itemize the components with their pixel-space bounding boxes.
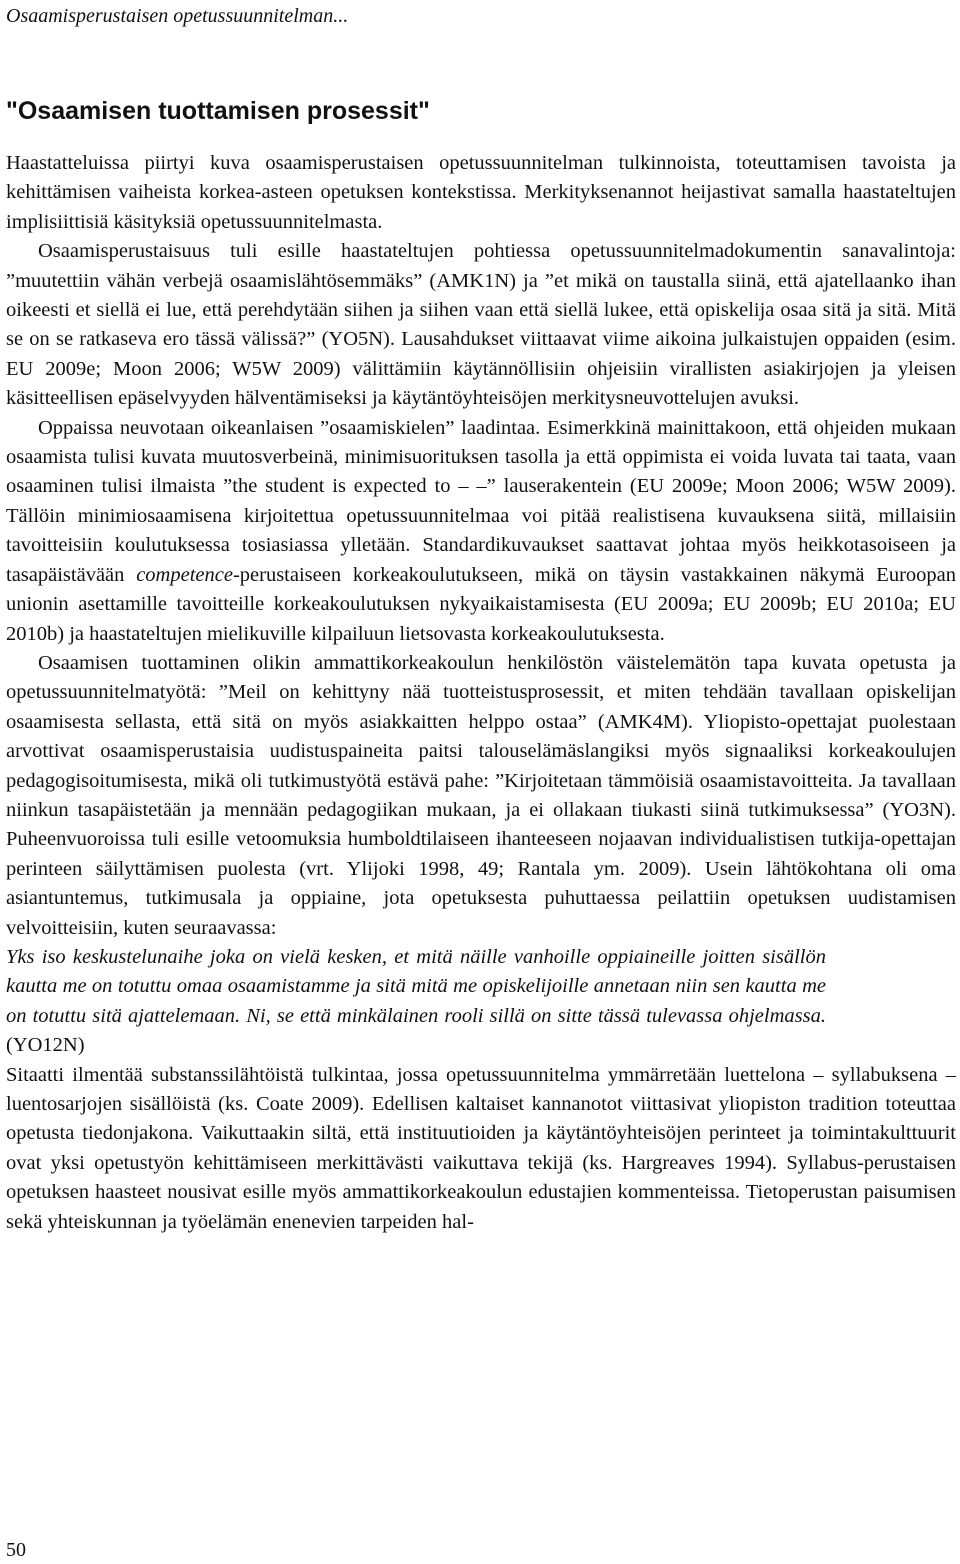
paragraph: Osaamisperustaisuus tuli esille haastateltujen pohtiessa opetussuunnitelmadokumentin sanavalintoja: ”muutettiin vähän verbejä osaamislähtösemmäks” (AMK1N) ja ”et mikä on taustalla siinä, että ajatellaanko ihan oikeesti et siellä ei lue, että perehdytään siihen ja siihen vaan että siellä lukee, että opiskelija osaa sitä ja sitä. Mitä se on se ratkaseva ero tässä välissä?” (YO5N). Lausahdukset viittaavat viime aikoina julkaistujen oppaiden (esim. EU 2009e; Moon 2006; W5W 2009) välittämiin käytännöllisiin ohjeisiin virallisten asiakirjojen ja yleisen käsitteellisen epäselvyyden hälventämiseksi ja käytäntöyhteisöjen merkitysneuvottelujen avuksi. (6, 240, 956, 410)
section-heading: "Osaamisen tuottamisen prosessit" (6, 97, 430, 125)
paragraph-text: Oppaissa neuvotaan oikeanlaisen ”osaamiskielen” laadintaa. Esimerkkinä mainittakoon, että ohjeiden mukaan osaamista tulisi kuvata muutosverbeinä, minimisuorituksen tasolla ja että oppimista ei voida luvata tai taata, vaan osaaminen tulisi ilmaista ”the student is expected to – –” lauserakentein (EU 2009e; Moon 2006; W5W 2009). Tällöin minimiosaamisena kirjoitettua opetussuunnitelmaa voi pitää realistisena kuvauksena siitä, millaisiin tavoitteisiin koulutuksessa tosiasiassa ylletään. Standardikuvaukset saattavat johtaa myös heikkotasoiseen ja tasapäistävään (6, 416, 956, 586)
quote-text: Yks iso keskustelunaihe joka on vielä kesken, et mitä näille vanhoille oppiaineille joitten sisällön kautta me on totuttu omaa osaamistamme ja sitä mitä me opiskelijoille annetaan niin sen kautta me on totuttu sitä ajattelemaan. Ni, se että minkälainen rooli sillä on sitte tässä tulevassa ohjelmassa. (6, 945, 826, 1027)
running-header: Osaamisperustaisen opetussuunnitelman... (6, 5, 349, 27)
italic-term: competence (136, 563, 233, 586)
quote-source: (YO12N) (6, 1034, 85, 1057)
paragraph (6, 414, 956, 649)
page-number: 50 (6, 1539, 26, 1561)
paragraph: Sitaatti ilmentää substanssilähtöistä tulkintaa, jossa opetussuunnitelma ymmärretään luettelona – syllabuksena – luentosarjojen sisällöistä (ks. Coate 2009). Edellisen kaltaiset kannanotot viittasivat yliopiston tradition toteuttaa opetusta tiedonjakona. Vaikuttaakin siltä, että instituutioiden ja käytäntöyhteisöjen perinteet ja toimintakulttuurit ovat yksi opetustyön kehittämiseen merkittävästi vaikuttava tekijä (ks. Hargreaves 1994). Syllabus-perustaisen opetuksen haasteet nousivat esille myös ammattikorkeakoulun edustajien kommenteissa. Tietoperustan paisumisen sekä yhteiskunnan ja työelämän enenevien tarpeiden hal- (6, 1063, 956, 1233)
paragraph-text: -perustaiseen korkeakoulutukseen, mikä on täysin vastakkainen näkymä Euroopan unionin asettamille tavoitteille korkeakoulutuksen nykyaikaistamisesta (EU 2009a; EU 2009b; EU 2010a; EU 2010b) ja haastateltujen mielikuville kilpailuun lietsovasta korkeakoulutuksesta. (6, 563, 956, 645)
block-quote (6, 943, 826, 1061)
paragraph: Osaamisen tuottaminen olikin ammattikorkeakoulun henkilöstön väistelemätön tapa kuvata opetusta ja opetussuunnitelmatyötä: ”Meil on kehittyny nää tuotteistusprosessit, et miten tehdään tavallaan opiskelijan osaamisesta sellasta, että sitä on myös asiakkaitten helppo ostaa” (AMK4M). Yliopisto-opettajat puolestaan arvottivat osaamisperustaisia uudistuspaineita paitsi talouselämäslangiksi myös signaaliksi korkeakoulujen pedagogisoitumisesta, mikä oli tutkimustyötä estävä pahe: ”Kirjoitetaan tämmöisiä osaamistavoitteita. Ja tavallaan niinkun tasapäistetään ja mennään pedagogiikan mukaan, ja ei ollakaan tiukasti siinä tutkimuksessa” (YO3N). Puheenvuoroissa tuli esille vetoomuksia humboldtilaiseen ihanteeseen nojaavan individualistisen tutkija-opettajan perinteen säilyttämisen puolesta (vrt. Ylijoki 1998, 49; Rantala ym. 2009). Usein lähtökohtana oli oma asiantuntemus, tutkimusala ja oppiaine, jota opetuksesta puhuttaessa peilattiin opetuksen uudistamisen velvoitteisiin, kuten seuraavassa: (6, 651, 956, 939)
paragraph: Haastatteluissa piirtyi kuva osaamisperustaisen opetussuunnitelman tulkinnoista, toteuttamisen tavoista ja kehittämisen vaiheista korkea-asteen opetuksen kontekstissa. Merkityksenannot heijastivat samalla haastateltujen implisiittisiä käsityksiä opetussuunnitelmasta. (6, 152, 956, 233)
body-text (6, 149, 956, 1237)
